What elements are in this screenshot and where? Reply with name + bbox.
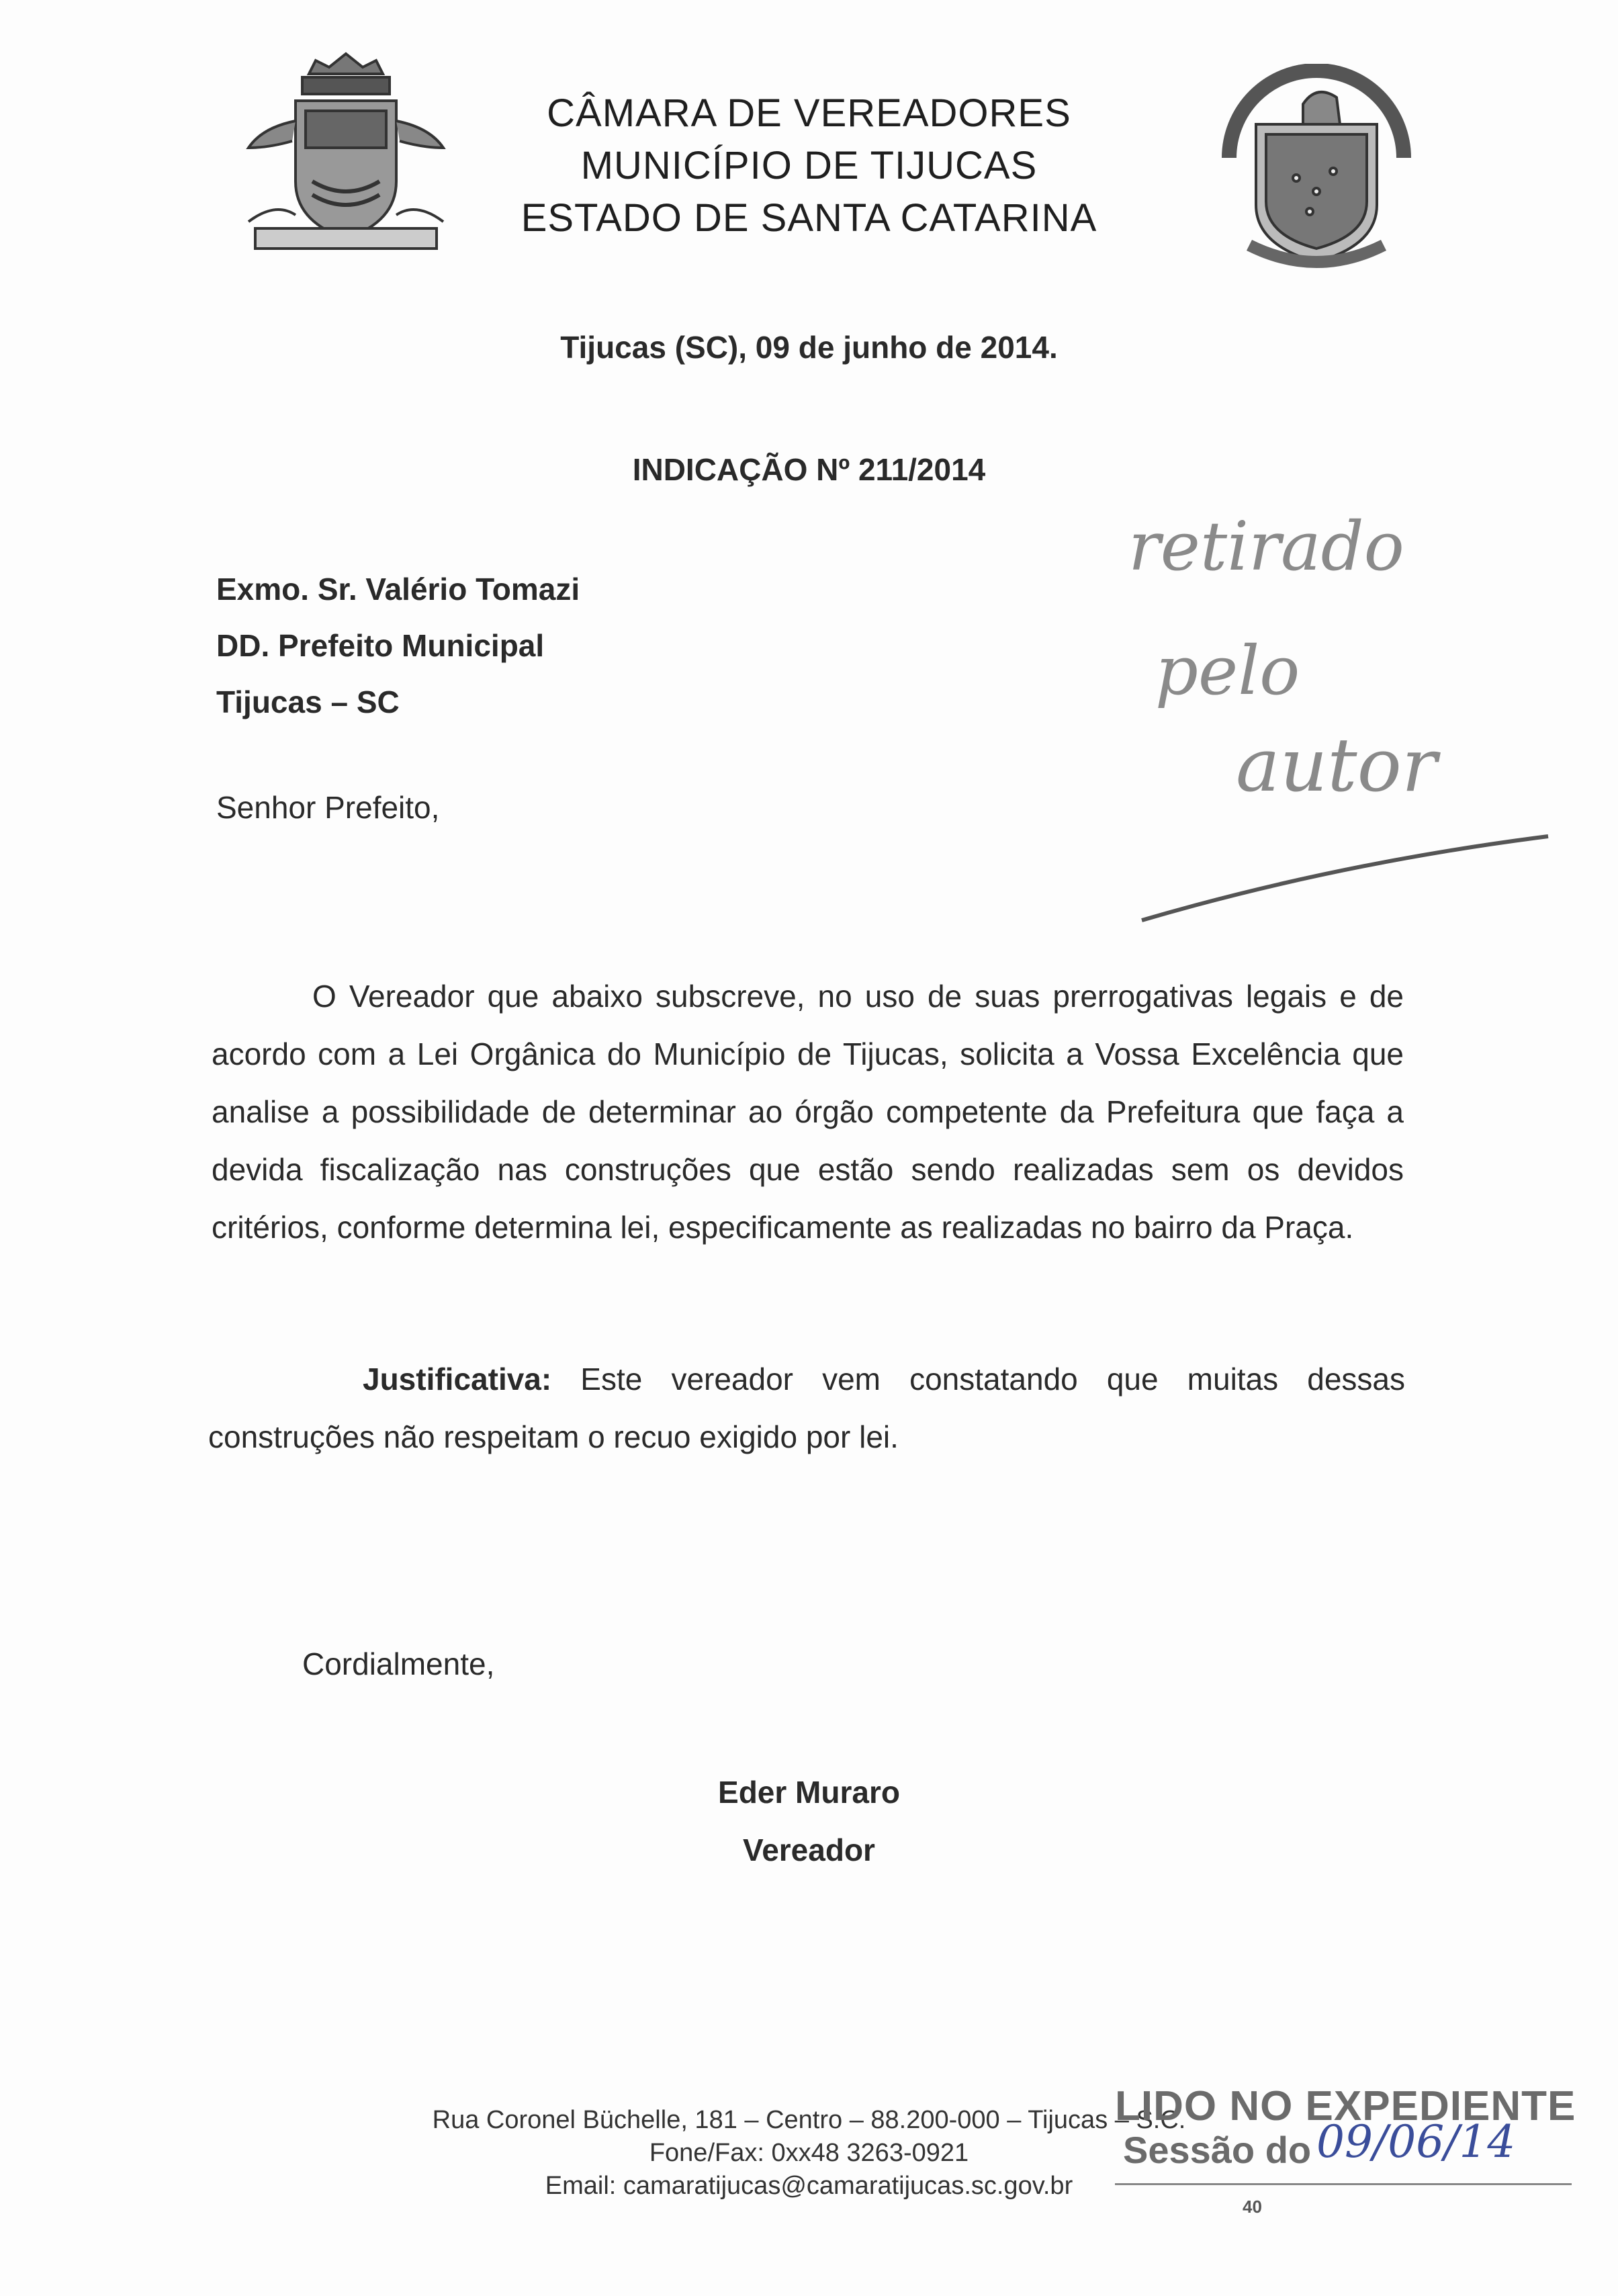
addressee-title: DD. Prefeito Municipal (216, 628, 545, 663)
institution-header (0, 87, 1618, 245)
justification-label: Justificativa: (363, 1362, 552, 1397)
footer-address: Rua Coronel Büchelle, 181 – Centro – 88.200-000 – Tijucas – S.C. (432, 2106, 1186, 2134)
handwritten-note-line-1: retirado (1128, 507, 1404, 586)
body-paragraph (212, 967, 1404, 1256)
closing: Cordialmente, (302, 1646, 495, 1681)
handwritten-underline (1135, 823, 1558, 930)
signature-block (0, 1763, 1618, 1879)
footer-phone: Fone/Fax: 0xx48 3263-0921 (649, 2139, 969, 2167)
document-number: INDICAÇÃO Nº 211/2014 (632, 452, 986, 487)
footer-email: Email: camaratijucas@camaratijucas.sc.gov.br (545, 2172, 1073, 2200)
justification-text: Este vereador vem constatando que muitas dessas construções não respeitam o recuo exigido por lei. (208, 1362, 1405, 1454)
handwritten-note-line-3: autor (1236, 722, 1437, 808)
salutation: Senhor Prefeito, (216, 790, 440, 825)
handwritten-note-line-2: pelo (1155, 631, 1300, 710)
addressee-block (216, 561, 580, 730)
header-line-1: CÂMARA DE VEREADORES (547, 91, 1071, 135)
header-line-2: MUNICÍPIO DE TIJUCAS (580, 144, 1038, 187)
page-number: 40 (1243, 2197, 1262, 2217)
signer-role: Vereador (743, 1833, 875, 1867)
signer-name: Eder Muraro (718, 1775, 900, 1810)
justification-paragraph (208, 1350, 1405, 1466)
stamp-underline (1115, 2183, 1572, 2192)
addressee-location: Tijucas – SC (216, 685, 400, 719)
stamp-session-date: 09/06/14 (1316, 2116, 1516, 2168)
header-line-3: ESTADO DE SANTA CATARINA (521, 196, 1097, 240)
document-date: Tijucas (SC), 09 de junho de 2014. (560, 330, 1058, 365)
body-text: O Vereador que abaixo subscreve, no uso de suas prerrogativas legais e de acordo com a Lei Orgânica do Município de Tijucas, solicita a Vossa Excelência que analise a possibilidade de determinar ao órgão competente da Prefeitura que faça a devida fiscalização nas construções que estão sendo realizadas sem os devidos critérios, conforme determina lei, especificamente as realizadas no bairro da Praça. (212, 979, 1404, 1245)
addressee-name: Exmo. Sr. Valério Tomazi (216, 572, 580, 607)
stamp-session-label: Sessão do (1123, 2129, 1312, 2171)
stamp-title: LIDO NO EXPEDIENTE (1115, 2083, 1576, 2129)
